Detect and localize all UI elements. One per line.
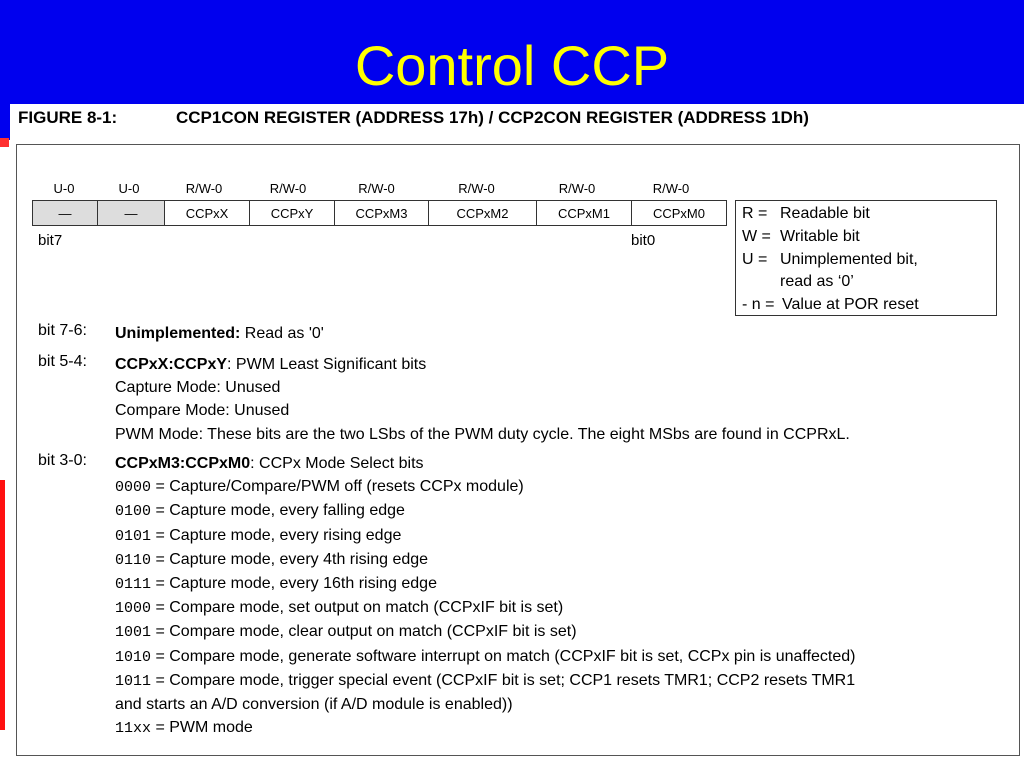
legend-key: W = xyxy=(742,227,771,245)
legend-box xyxy=(735,200,997,316)
legend-row xyxy=(742,271,996,294)
bit-access-label: U-0 xyxy=(53,181,75,196)
mode-line xyxy=(115,669,855,693)
mode-text: = Compare mode, generate software interrupt on match (CCPxIF bit is set, CCPx pin is unaffected) xyxy=(151,647,856,665)
mode-line xyxy=(115,475,855,499)
mode-code: 1001 xyxy=(115,624,152,642)
description-body xyxy=(115,322,324,345)
mode-text: = Capture mode, every rising edge xyxy=(151,526,402,544)
mode-text: = Capture/Compare/PWM off (resets CCPx module) xyxy=(151,478,524,496)
mode-line xyxy=(115,620,855,644)
legend-row xyxy=(742,226,996,249)
mode-code: 0101 xyxy=(115,527,152,545)
description-line: Compare Mode: Unused xyxy=(115,402,290,420)
legend-text: Unimplemented bit, xyxy=(780,250,918,268)
slide-title: Control CCP xyxy=(354,34,670,97)
mode-text: = Compare mode, clear output on match (CCPxIF bit is set) xyxy=(151,623,577,641)
mode-line xyxy=(115,645,855,669)
description-text: Read as '0' xyxy=(240,325,324,342)
bit-access-row xyxy=(32,181,720,197)
mode-text: = PWM mode xyxy=(151,719,253,737)
mode-text: = Capture mode, every 4th rising edge xyxy=(151,550,429,568)
bit-access-label: R/W-0 xyxy=(358,181,395,196)
register-bit-table xyxy=(32,200,727,226)
legend-text: read as ‘0’ xyxy=(780,273,854,291)
register-bit-cell: CCPxM3 xyxy=(335,201,429,226)
register-bit-cell: CCPxY xyxy=(250,201,335,226)
description-heading xyxy=(115,353,850,376)
legend-text: Readable bit xyxy=(780,205,870,222)
bit-access-label: R/W-0 xyxy=(558,181,596,196)
bit-access-label: R/W-0 xyxy=(652,181,690,196)
mode-code: 0111 xyxy=(115,576,152,594)
mode-text: = Compare mode, set output on match (CCPxIF bit is set) xyxy=(151,599,564,617)
mode-text: = Capture mode, every falling edge xyxy=(151,502,405,520)
register-bit-cell: — xyxy=(98,201,165,226)
figure-title: CCP1CON REGISTER (ADDRESS 17h) / CCP2CON REGISTER (ADDRESS 1Dh) xyxy=(176,108,809,127)
register-bit-cell: CCPxX xyxy=(165,201,250,226)
register-bit-cell: CCPxM1 xyxy=(537,201,632,226)
description-body xyxy=(115,452,855,740)
bit-access-label: R/W-0 xyxy=(185,181,223,196)
bit-range-label: bit 7-6: xyxy=(38,322,87,339)
description-title: CCPxX:CCPxY xyxy=(115,356,228,373)
legend-row xyxy=(742,203,996,226)
mode-line xyxy=(115,524,855,548)
register-bit-cell: CCPxM0 xyxy=(632,201,727,226)
content-area xyxy=(10,104,1024,768)
bit-range-label: bit 3-0: xyxy=(38,452,87,469)
description-line: Capture Mode: Unused xyxy=(115,379,281,397)
mode-code: 0000 xyxy=(115,479,152,497)
description-line: PWM Mode: These bits are the two LSbs of the PWM duty cycle. The eight MSbs are found in CCPRxL. xyxy=(115,425,850,443)
legend-row xyxy=(742,249,996,272)
mode-code: 0100 xyxy=(115,503,152,521)
mode-line xyxy=(115,572,855,596)
mode-text: = Capture mode, every 16th rising edge xyxy=(151,575,437,593)
description-title: Unimplemented: xyxy=(115,325,241,342)
bit-access-label: R/W-0 xyxy=(458,181,495,196)
msb-label: bit7 xyxy=(38,232,63,249)
description-text: : CCPx Mode Select bits xyxy=(250,455,424,472)
lsb-label: bit0 xyxy=(631,232,656,249)
description-text: : PWM Least Significant bits xyxy=(227,356,427,373)
mode-code: 0110 xyxy=(115,551,152,569)
legend-text: Writable bit xyxy=(780,227,860,245)
red-side-tab xyxy=(0,480,5,730)
register-bit-cell: CCPxM2 xyxy=(429,201,537,226)
bit-access-label: U-0 xyxy=(118,181,140,196)
bit-access-label: R/W-0 xyxy=(269,181,307,196)
mode-line xyxy=(115,499,855,523)
mode-text: = Compare mode, trigger special event (CCPxIF bit is set; CCP1 resets TMR1; CCP2 resets TMR1 xyxy=(151,671,856,689)
description-body xyxy=(115,353,850,446)
mode-continuation xyxy=(10,693,855,716)
mode-line xyxy=(115,548,855,572)
mode-code: 11xx xyxy=(115,720,152,738)
mode-code: 1000 xyxy=(115,600,152,618)
register-bit-cell: — xyxy=(33,201,98,226)
description-heading xyxy=(115,452,855,475)
mode-line xyxy=(115,596,855,620)
red-accent-mark xyxy=(0,138,9,147)
figure-caption xyxy=(18,108,809,128)
mode-code: 1011 xyxy=(115,672,152,690)
legend-text: Value at POR reset xyxy=(782,296,919,314)
mode-code: 1010 xyxy=(115,648,152,666)
legend-key: - n = xyxy=(742,296,775,314)
legend-key: R = xyxy=(742,205,768,222)
legend-key: U = xyxy=(742,250,768,268)
register-bit-row xyxy=(33,201,727,226)
mode-line xyxy=(115,716,855,740)
description-title: CCPxM3:CCPxM0 xyxy=(115,455,251,472)
legend-row xyxy=(742,294,996,317)
figure-number: FIGURE 8-1: xyxy=(18,108,118,127)
mode-continuation-text: and starts an A/D conversion (if A/D module is enabled)) xyxy=(115,696,513,714)
bit-range-label: bit 5-4: xyxy=(38,353,87,370)
